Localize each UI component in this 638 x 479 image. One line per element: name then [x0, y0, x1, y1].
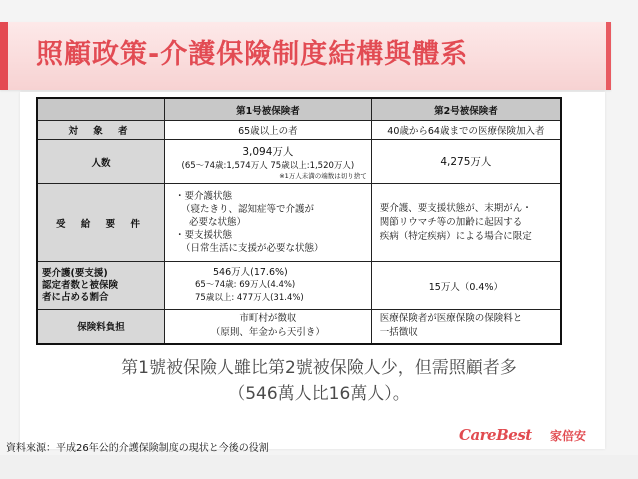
cell-count-first — [165, 140, 372, 184]
count-first-total: 3,094万人 — [242, 145, 294, 158]
cell-target-second: 40歳から64歳までの医療保険加入者 — [371, 121, 561, 140]
cell-premium-second — [371, 310, 561, 344]
cell-benefit-first — [165, 184, 372, 262]
source-citation: 資料來源：平成26年公的介護保険制度の現状と今後の役割 — [6, 443, 269, 454]
summary-note-line: 第1號被保險人雖比第2號被保險人少，但需照顧者多 — [121, 358, 517, 378]
cell-ratio-second: 15万人（0.4%） — [371, 262, 561, 310]
premium-first-line: 市町村が徴収 — [239, 313, 297, 325]
row-label-benefit: 受 給 要 件 — [37, 184, 165, 262]
ratio-first-total: 546万人(17.6%) — [213, 267, 288, 278]
summary-note-line: （546萬人比16萬人）。 — [228, 384, 410, 404]
summary-note — [0, 355, 638, 407]
row-label-premium: 保険料負担 — [37, 310, 165, 344]
header-first-insured: 第1号被保険者 — [165, 98, 372, 121]
ratio-first-line: 75歳以上: 477万人(31.4%) — [195, 293, 304, 303]
ratio-label-line: 要介護(要支援) — [42, 267, 108, 279]
table-row — [37, 262, 561, 310]
ratio-first-line: 65～74歳: 69万人(4.4%) — [195, 280, 296, 290]
footer-band — [0, 455, 638, 479]
table-header-row — [37, 98, 561, 121]
row-label-ratio — [37, 262, 165, 310]
table-row — [37, 184, 561, 262]
premium-second-line: 一括徴収 — [379, 327, 418, 339]
cell-ratio-first — [165, 262, 372, 310]
benefit-first-line: 必要な状態） — [189, 217, 247, 228]
table-row — [37, 121, 561, 140]
insurance-table — [36, 97, 562, 345]
cell-target-first: 65歳以上の者 — [165, 121, 372, 140]
premium-second-line: 医療保険者が医療保険の保険料と — [379, 313, 523, 325]
header-empty — [37, 98, 165, 121]
ratio-label-line: 者に占める割合 — [42, 291, 109, 303]
table-row — [37, 140, 561, 184]
header-second-insured: 第2号被保険者 — [371, 98, 561, 121]
benefit-first-line: （寝たきり、認知症等で介護が — [181, 204, 315, 215]
row-label-count: 人数 — [37, 140, 165, 184]
benefit-second-line: 関節リウマチ等の加齢に起因する — [379, 216, 523, 228]
carebest-logo-chinese: 家倍安 — [550, 429, 587, 443]
count-first-footnote: ※1万人未満の端数は切り捨て — [279, 171, 367, 180]
cell-premium-first — [165, 310, 372, 344]
benefit-first-line: （日常生活に支援が必要な状態） — [181, 243, 324, 254]
count-first-breakdown: (65～74歳:1,574万人 75歳以上:1,520万人) — [181, 160, 355, 171]
cell-benefit-second — [371, 184, 561, 262]
carebest-logo: CareBest — [459, 426, 532, 444]
table-row — [37, 310, 561, 344]
benefit-second-line: 疾病（特定疾病）による場合に限定 — [379, 230, 532, 242]
cell-count-second: 4,275万人 — [371, 140, 561, 184]
ratio-label-line: 認定者数と被保険 — [42, 279, 119, 291]
page-title: 照顧政策-介護保險制度結構與體系 — [36, 39, 469, 70]
title-accent-stripe — [0, 22, 8, 90]
premium-first-line: （原則、年金から天引き） — [210, 327, 325, 339]
row-label-target: 対 象 者 — [37, 121, 165, 140]
benefit-second-line: 要介護、要支援状態が、末期がん・ — [379, 202, 532, 214]
benefit-first-line: ・要支援状態 — [175, 230, 233, 241]
benefit-first-line: ・要介護状態 — [175, 191, 233, 202]
